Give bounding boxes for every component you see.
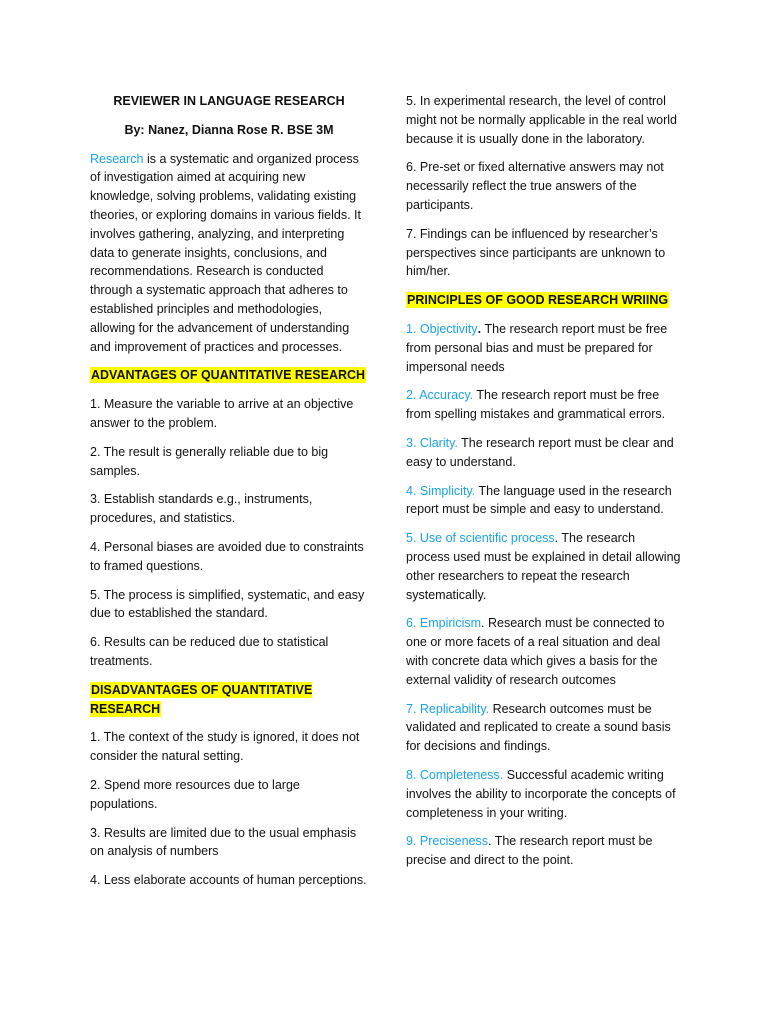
principle-term: 3. Clarity. [406,435,458,450]
principle-text: The research report must be clear and easy to understand. [406,435,674,469]
principles-heading [406,291,682,310]
principle-sep: . [487,834,495,849]
principle-term: 7. Replicability. [406,701,490,716]
left-column [90,92,368,900]
principle-sep: . [554,531,562,546]
principle-item [406,482,682,520]
principle-text: Research must be connected to one or more facets of a real situation and deal with concrete data which gives a basis for the external validity of research outcomes [406,616,665,687]
advantages-heading [90,366,368,385]
principle-term: 8. Completeness. [406,767,504,782]
disadvantage-item: 5. In experimental research, the level of control might not be normally applicable in the real world because it is usually done in the laboratory. [406,94,677,146]
principle-text: The research process used must be explained in detail allowing other researchers to repeat the research systematically. [406,531,681,602]
principle-item [406,386,682,424]
principle-item [406,434,682,472]
principle-text: The research report must be free from personal bias and must be prepared for impersonal needs [406,321,668,374]
advantage-item: 6. Results can be reduced due to statistical treatments. [90,635,329,668]
advantages-heading-text: ADVANTAGES OF QUANTITATIVE RESEARCH [91,368,366,383]
disadvantages-heading [90,681,368,719]
author-line: By: Nanez, Dianna Rose R. BSE 3M [124,122,334,137]
intro-term: Research [90,151,144,166]
principle-term: 2. Accuracy. [406,388,474,403]
disadvantage-item: 4. Less elaborate accounts of human perceptions. [90,873,367,888]
principle-term: 4. Simplicity. [406,483,476,498]
principles-heading-text: PRINCIPLES OF GOOD RESEARCH WRIING [407,293,669,308]
principle-item [406,766,682,822]
principle-item [406,320,682,376]
disadvantages-heading-text: DISADVANTAGES OF QUANTITATIVE RESEARCH [90,682,313,716]
disadvantage-item: 7. Findings can be influenced by researcher’s perspectives since participants are unknown to him/her. [406,226,666,279]
principle-text: The language used in the research report must be simple and easy to understand. [406,483,672,517]
right-column [406,92,682,880]
principle-text: Research outcomes must be validated and replicated to create a sound basis for decisions and findings. [406,701,671,754]
principle-item [406,529,682,604]
document-title: REVIEWER IN LANGUAGE RESEARCH [113,94,345,108]
advantage-item: 4. Personal biases are avoided due to constraints to framed questions. [90,539,364,573]
principle-item [406,832,682,870]
advantage-item: 3. Establish standards e.g., instruments, procedures, and statistics. [90,492,313,526]
principle-item [406,614,682,689]
advantage-item: 2. The result is generally reliable due to big samples. [90,444,329,478]
principle-text: The research report must be precise and direct to the point. [406,834,653,868]
principle-term: 9. Preciseness [406,834,488,849]
disadvantage-item: 3. Results are limited due to the usual emphasis on analysis of numbers [90,825,357,859]
disadvantage-item: 2. Spend more resources due to large populations. [90,777,300,811]
intro-text: is a systematic and organized process of investigation aimed at acquiring new knowledge, solving problems, validating existing theories, or exploring domains in various fields. It involves gathering, analyzing, and interpreting data to generate insights, conclusions, and recommendations. Research is conducted through a systematic approach that adheres to established principles and methodologies, allowing for the advancement of understanding and improvement of practices and processes. [90,151,361,354]
advantage-item: 1. Measure the variable to arrive at an objective answer to the problem. [90,397,354,430]
disadvantage-item: 6. Pre-set or fixed alternative answers may not necessarily reflect the true answers of the participants. [406,160,664,212]
principle-sep: . [477,321,485,336]
disadvantage-item: 1. The context of the study is ignored, it does not consider the natural setting. [90,730,360,764]
principle-text: The research report must be free from spelling mistakes and grammatical errors. [406,388,666,422]
principle-term: 6. Empiricism [406,616,482,631]
principle-term: 1. Objectivity [406,321,478,336]
principle-item [406,700,682,756]
principle-term: 5. Use of scientific process [406,531,555,546]
intro-paragraph [90,150,368,357]
principle-text: Successful academic writing involves the ability to incorporate the concepts of completeness in your writing. [406,767,676,820]
advantage-item: 5. The process is simplified, systematic, and easy due to established the standard. [90,587,365,621]
principle-sep: . [481,616,488,631]
